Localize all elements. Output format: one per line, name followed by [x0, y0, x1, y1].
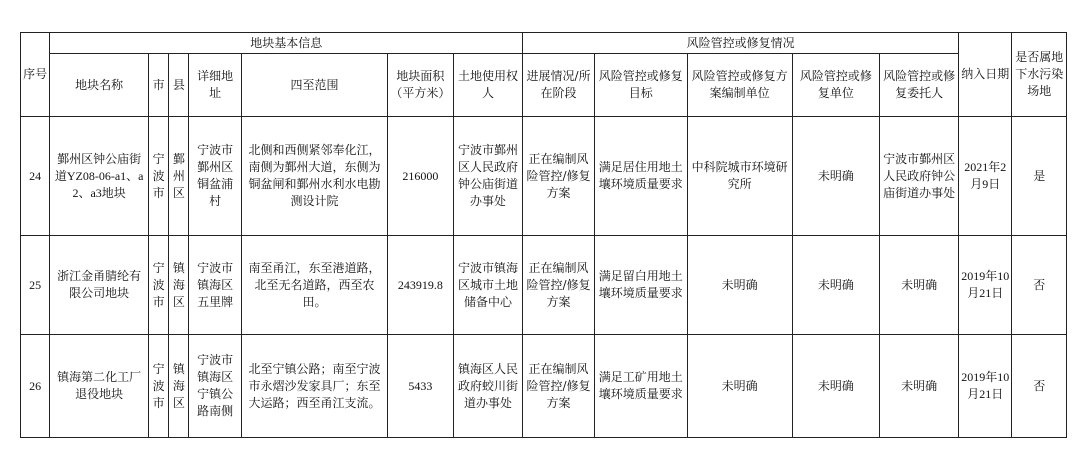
cell-target: 满足工矿用地土壤环境质量要求 — [594, 335, 687, 438]
cell-repair-unit: 未明确 — [792, 117, 880, 236]
cell-owner: 宁波市鄞州区人民政府钟公庙街道办事处 — [453, 117, 523, 236]
cell-area: 216000 — [388, 117, 454, 236]
header-name: 地块名称 — [50, 54, 149, 117]
cell-progress: 正在编制风险管控/修复方案 — [523, 236, 595, 335]
header-basic-info-group: 地块基本信息 — [50, 33, 523, 54]
cell-seq: 24 — [21, 117, 50, 236]
cell-groundwater: 否 — [1012, 236, 1067, 335]
cell-name: 镇海第二化工厂退役地块 — [50, 335, 149, 438]
header-progress: 进展情况/所在阶段 — [523, 54, 595, 117]
cell-date: 2019年10月21日 — [958, 335, 1011, 438]
header-entrust: 风险管控或修复委托人 — [880, 54, 959, 117]
cell-county: 镇海区 — [169, 236, 189, 335]
cell-boundary: 北至宁镇公路；南至宁波市永熠沙发家具厂；东至大运路；西至甬江支流。 — [241, 335, 387, 438]
header-address: 详细地址 — [189, 54, 241, 117]
cell-county: 鄞州区 — [169, 117, 189, 236]
cell-seq: 26 — [21, 335, 50, 438]
cell-date: 2021年2月9日 — [958, 117, 1011, 236]
cell-progress: 正在编制风险管控/修复方案 — [523, 117, 595, 236]
cell-city: 宁波市 — [149, 236, 169, 335]
cell-city: 宁波市 — [149, 117, 169, 236]
cell-plan-unit: 中科院城市环境研究所 — [687, 117, 792, 236]
cell-groundwater: 是 — [1012, 117, 1067, 236]
cell-boundary: 北侧和西侧紧邻奉化江，南侧为鄞州大道，东侧为铜盆闸和鄞州水利水电勘测设计院 — [241, 117, 387, 236]
cell-plan-unit: 未明确 — [687, 236, 792, 335]
contaminated-site-table — [20, 32, 1067, 438]
cell-boundary: 南至甬江，东至港道路，北至无名道路，西至农田。 — [241, 236, 387, 335]
cell-repair-unit: 未明确 — [792, 236, 880, 335]
header-boundary: 四至范围 — [241, 54, 387, 117]
header-row-columns — [21, 54, 1067, 117]
cell-entrust: 未明确 — [880, 335, 959, 438]
cell-entrust: 宁波市鄞州区人民政府钟公庙街道办事处 — [880, 117, 959, 236]
cell-seq: 25 — [21, 236, 50, 335]
cell-target: 满足居住用地土壤环境质量要求 — [594, 117, 687, 236]
header-plan-unit: 风险管控或修复方案编制单位 — [687, 54, 792, 117]
cell-plan-unit: 未明确 — [687, 335, 792, 438]
header-repair-unit: 风险管控或修复单位 — [792, 54, 880, 117]
header-groundwater: 是否属地下水污染场地 — [1012, 33, 1067, 117]
cell-address: 宁波市镇海区宁镇公路南侧 — [189, 335, 241, 438]
cell-county: 镇海区 — [169, 335, 189, 438]
cell-name: 鄞州区钟公庙街道YZ08-06-a1、a2、a3地块 — [50, 117, 149, 236]
cell-target: 满足留白用地土壤环境质量要求 — [594, 236, 687, 335]
header-date: 纳入日期 — [958, 33, 1011, 117]
cell-groundwater: 否 — [1012, 335, 1067, 438]
header-city: 市 — [149, 54, 169, 117]
table-row — [21, 236, 1067, 335]
cell-date: 2019年10月21日 — [958, 236, 1011, 335]
cell-repair-unit: 未明确 — [792, 335, 880, 438]
cell-city: 宁波市 — [149, 335, 169, 438]
header-owner: 土地使用权人 — [453, 54, 523, 117]
header-risk-control-group: 风险管控或修复情况 — [523, 33, 959, 54]
table-row — [21, 117, 1067, 236]
cell-address: 宁波市镇海区五里牌 — [189, 236, 241, 335]
header-county: 县 — [169, 54, 189, 117]
cell-owner: 镇海区人民政府蛟川街道办事处 — [453, 335, 523, 438]
cell-entrust: 未明确 — [880, 236, 959, 335]
cell-address: 宁波市鄞州区铜盆浦村 — [189, 117, 241, 236]
cell-name: 浙江金甬腈纶有限公司地块 — [50, 236, 149, 335]
header-target: 风险管控或修复目标 — [594, 54, 687, 117]
header-area: 地块面积（平方米） — [388, 54, 454, 117]
cell-area: 243919.8 — [388, 236, 454, 335]
cell-area: 5433 — [388, 335, 454, 438]
cell-progress: 正在编制风险管控/修复方案 — [523, 335, 595, 438]
table-row — [21, 335, 1067, 438]
header-row-group — [21, 33, 1067, 54]
cell-owner: 宁波市镇海区城市土地储备中心 — [453, 236, 523, 335]
header-seq: 序号 — [21, 33, 50, 117]
